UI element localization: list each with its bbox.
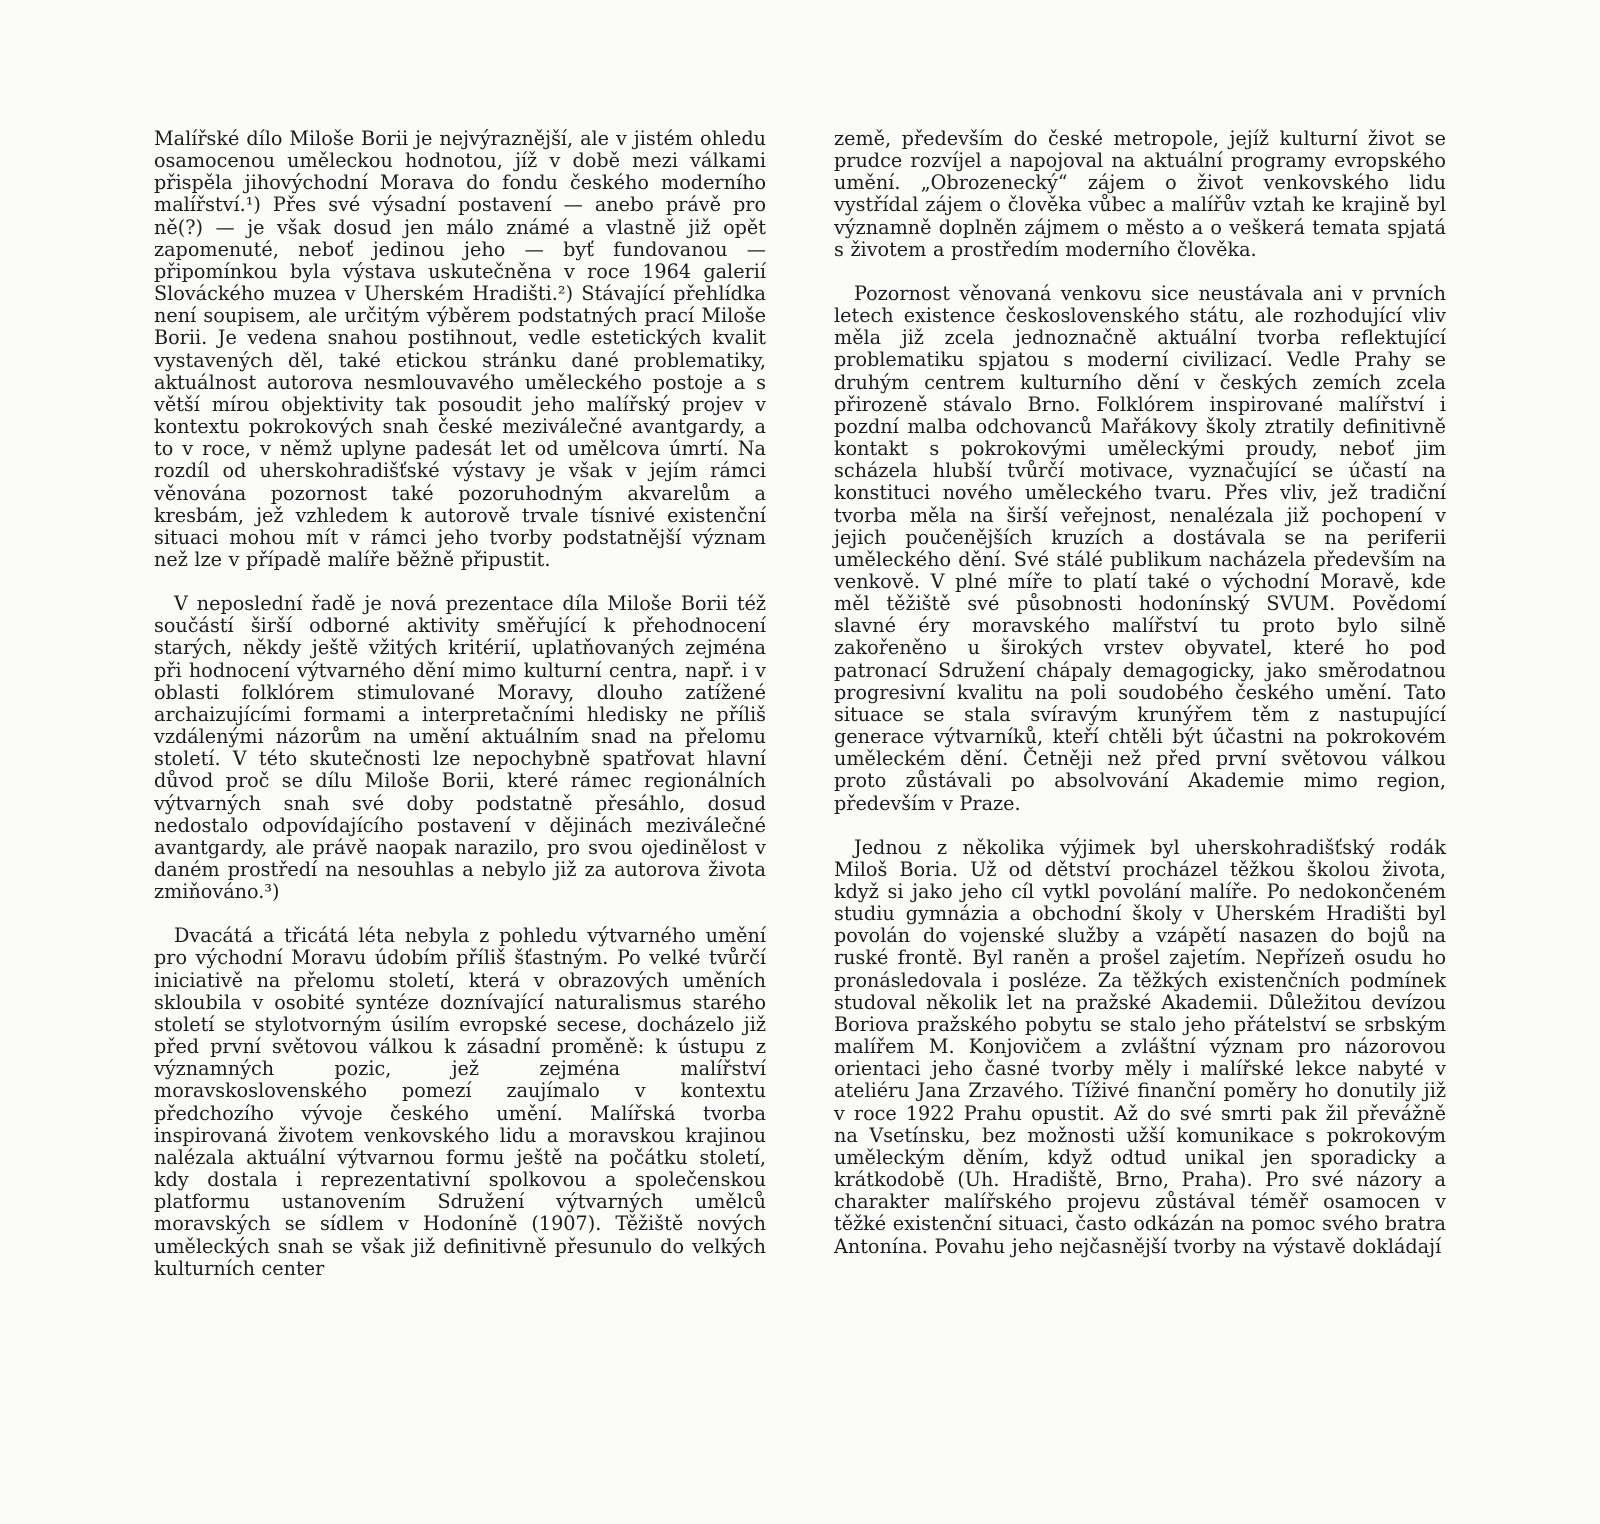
paragraph-left-1: Malířské dílo Miloše Borii je nejvýraznější, ale v jistém ohledu osamocenou uměleckou hodnotou, jíž v době mezi válkami přispěla jihovýchodní Morava do fondu českého moderního malířství.¹) Přes své výsadní postavení — anebo právě pro ně(?) — je však dosud jen málo známé a vlastně již opět zapomenuté, neboť jedinou jeho — byť fundovanou — připomínkou byla výstava uskutečněna v roce 1964 galerií Slováckého muzea v Uherském Hradišti.²) Stávající přehlídka není soupisem, ale určitým výběrem podstatných prací Miloše Borii. Je vedena snahou postihnout, vedle estetických kvalit vystavených děl, také etickou stránku dané problematiky, aktuálnost autorova nesmlouvavého uměleckého postoje a s větší mírou objektivity tak posoudit jeho malířský projev v kontextu pokrokových snah české meziválečné avantgardy, a to v roce, v němž uplyne padesát let od umělcova úmrtí. Na rozdíl od uherskohradišťské výstavy je však v jejím rámci věnována pozornost také pozoruhodným akvarelům a kresbám, jež vzhledem k autorově trvale tísnivé existenční situaci mohou mít v rámci jeho tvorby podstatnější význam než lze v případě malíře běžně připustit.	[154, 127, 766, 571]
left-text-column	[154, 128, 766, 1302]
paragraph-left-2: V neposlední řadě je nová prezentace díla Miloše Borii též součástí širší odborné aktivity směřující k přehodnocení starých, někdy ještě vžitých kritérií, uplatňovaných zejména při hodnocení výtvarného dění mimo kulturní centra, např. i v oblasti folklórem stimulované Moravy, dlouho zatížené archaizujícími formami a interpretačními hledisky ne příliš vzdálenými názorům na umění aktuálním snad na přelomu století. V této skutečnosti lze nepochybně spatřovat hlavní důvod proč se dílu Miloše Borii, které rámec regionálních výtvarných snah své doby podstatně přesáhlo, dosud nedostalo odpovídajícího postavení v dějinách meziválečné avantgardy, ale právě naopak narazilo, pro svou ojedinělost v daném prostředí na nesouhlas a nebylo již za autorova života zmiňováno.³)	[154, 592, 766, 904]
paragraph-left-3: Dvacátá a třicátá léta nebyla z pohledu výtvarného umění pro východní Moravu údobím příliš šťastným. Po velké tvůrčí iniciativě na přelomu století, která v obrazových uměních skloubila v osobité syntéze doznívající naturalismus starého století se stylotvorným úsilím evropské secese, docházelo již před první světovou válkou k zásadní proměně: k ústupu z významných pozic, jež zejména malířství moravskoslovenského pomezí zaujímalo v kontextu předchozího vývoje českého umění. Malířská tvorba inspirovaná životem venkovského lidu a moravskou krajinou nalézala aktuální výtvarnou formu ještě na počátku století, kdy dostala i reprezentativní spolkovou a společenskou platformu ustanovením Sdružení výtvarných umělců moravských se sídlem v Hodoníně (1907). Těžiště nových uměleckých snah se však již definitivně přesunulo do velkých kulturních center	[154, 924, 766, 1280]
right-text-column	[834, 128, 1446, 1280]
paragraph-right-1: země, především do české metropole, jejíž kulturní život se prudce rozvíjel a napojoval na aktuální programy evropského umění. „Obrozenecký“ zájem o život venkovského lidu vystřídal zájem o člověka vůbec a malířův vztah ke krajině byl významně doplněn zájmem o město a o veškerá temata spjatá s životem a prostředím moderního člověka.	[834, 127, 1446, 261]
paragraph-right-2: Pozornost věnovaná venkovu sice neustávala ani v prvních letech existence československého státu, ale rozhodující vliv měla již zcela jednoznačně aktuální tvorba reflektující problematiku spjatou s moderní civilizací. Vedle Prahy se druhým centrem kulturního dění v českých zemích zcela přirozeně stávalo Brno. Folklórem inspirované malířství i pozdní malba odchovanců Mařákovy školy ztratily definitivně kontakt s pokrokovými uměleckými proudy, neboť jim scházela hlubší tvůrčí motivace, vyznačující se účastí na konstituci nového uměleckého tvaru. Přes vliv, jež tradiční tvorba měla na širší veřejnost, nenalézala již pochopení v jejich poučenějších kruzích a dostávala se na periferii uměleckého dění. Své stálé publikum nacházela především na venkově. V plné míře to platí také o východní Moravě, kde měl těžiště své působnosti hodonínský SVUM. Povědomí slavné éry moravského malířství tu proto bylo silně zakořeněno u širokých vrstev obyvatel, které ho pod patronací Sdružení chápaly demagogicky, jako směrodatnou progresivní kvalitu na poli soudobého českého umění. Tato situace se stala svíravým krunýřem těm z nastupující generace výtvarníků, kteří chtěli být účastni na pokrokovém uměleckém dění. Četněji než před první světovou válkou proto zůstávali po absolvování Akademie mimo region, především v Praze.	[834, 281, 1446, 815]
paragraph-right-3: Jednou z několika výjimek byl uherskohradišťský rodák Miloš Boria. Už od dětství procházel těžkou školou života, když si jako jeho cíl vytkl povolání malíře. Po nedokončeném studiu gymnázia a obchodní školy v Uherském Hradišti byl povolán do vojenské služby a vzápětí nasazen do bojů na ruské frontě. Byl raněn a prošel zajetím. Nepřízeň osudu ho pronásledovala i posléze. Za těžkých existenčních podmínek studoval několik let na pražské Akademii. Důležitou devízou Boriova pražského pobytu se stalo jeho přátelství se srbským malířem M. Konjovičem a zvláštní význam pro názorovou orientaci jeho časné tvorby měly i malířské lekce nabyté v ateliéru Jana Zrzavého. Tíživé finanční poměry ho donutily již v roce 1922 Prahu opustit. Až do své smrti pak žil převážně na Vsetínsku, bez možnosti užší komunikace s pokrokovým uměleckým děním, když odtud unikal jen sporadicky a krátkodobě (Uh. Hradiště, Brno, Praha). Pro své názory a charakter malířského projevu zůstával téměř osamocen v těžké existenční situaci, často odkázán na pomoc svého bratra Antonína. Povahu jeho nejčasnější tvorby na výstavě dokládají	[834, 835, 1446, 1258]
